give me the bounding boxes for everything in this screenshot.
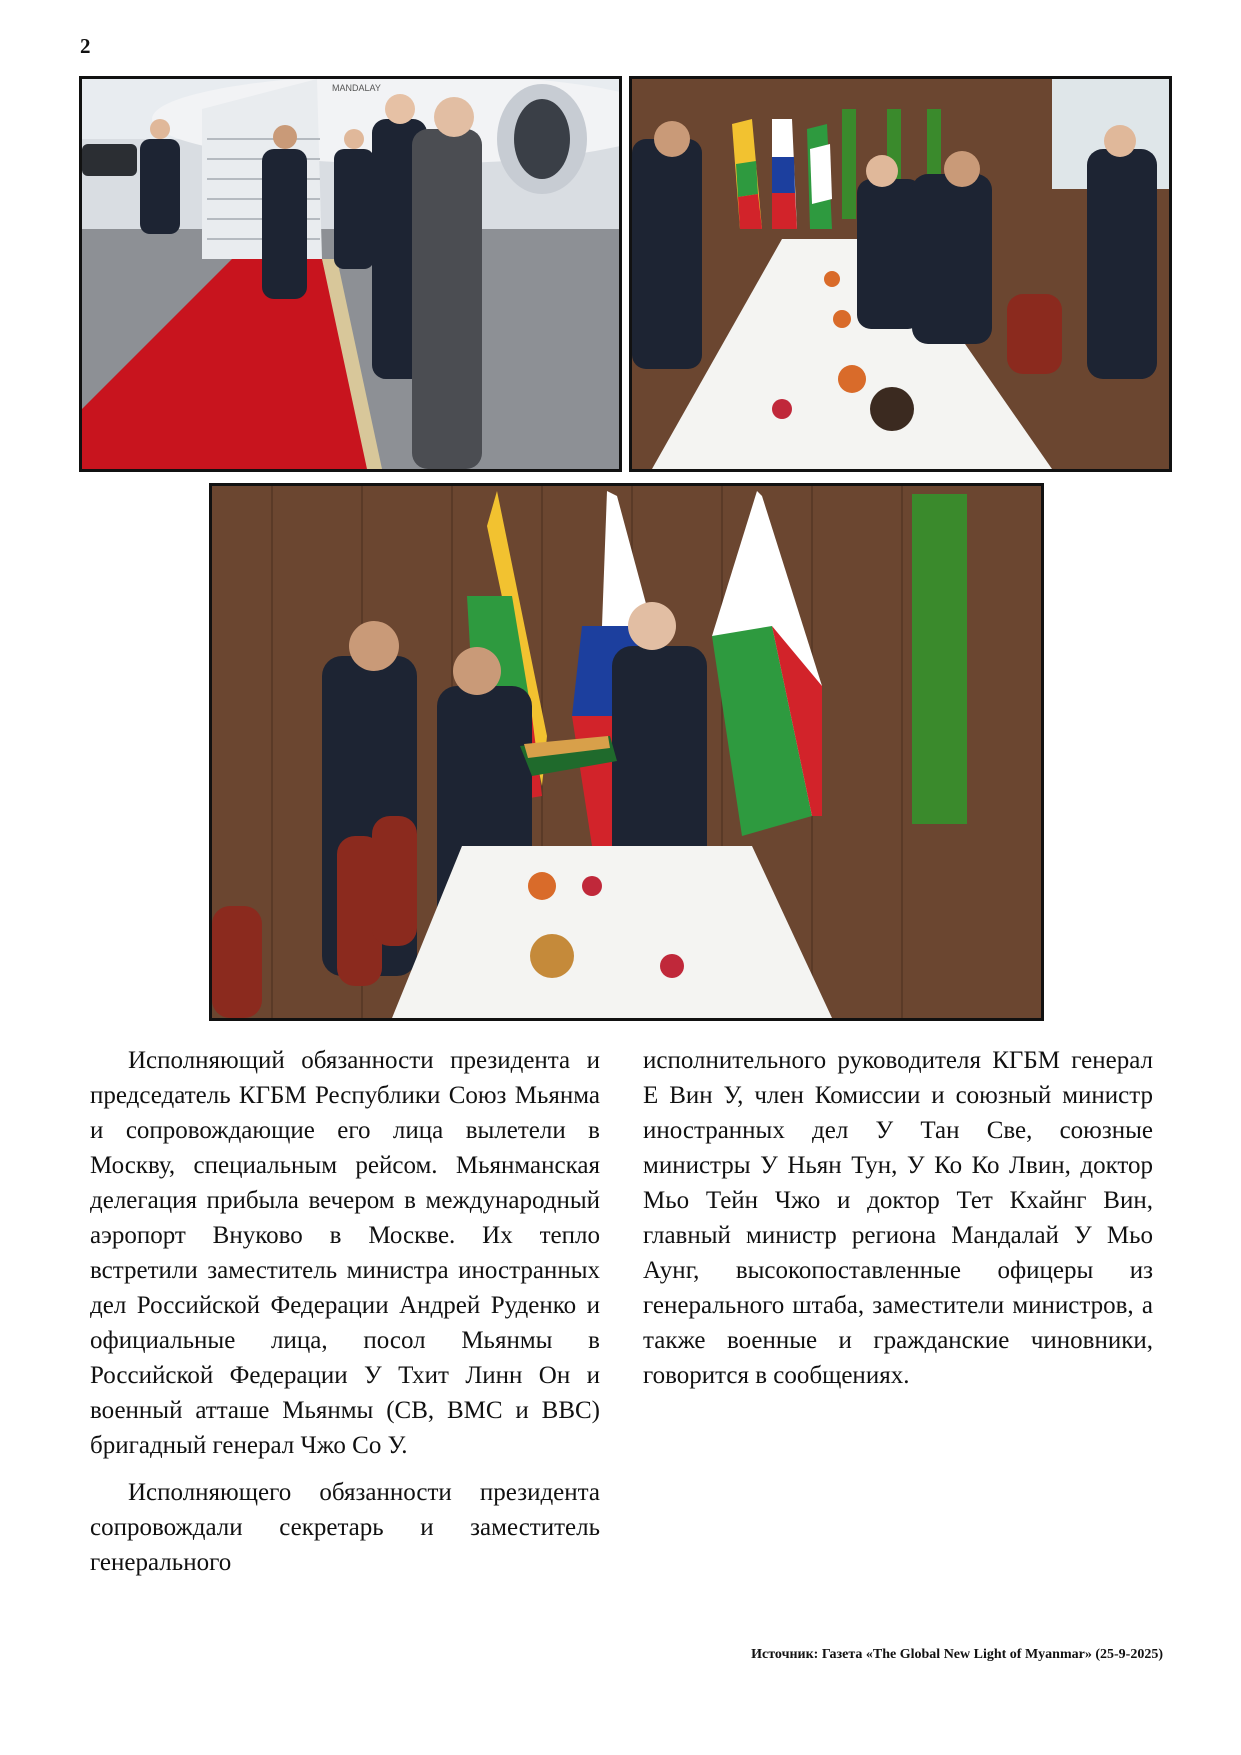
arrival-photo: [79, 76, 622, 472]
arrival-photo-image: [82, 79, 619, 469]
gift-exchange-photo: [209, 483, 1044, 1021]
aircraft-lettering: MANDALAY: [332, 83, 381, 93]
source-credit: Источник: Газета «The Global New Light of Myanmar» (25-9-2025): [751, 1647, 1163, 1662]
banquet-table-image: [632, 79, 1169, 469]
page-number: 2: [80, 34, 91, 58]
article-paragraph-2-continued: исполнительного руководителя КГБМ генерал Е Вин У, член Комиссии и союзный министр иностранных дел У Тан Све, союзные министры У Ньян Тун, У Ко Ко Лвин, доктор Мьо Тейн Чжо и доктор Тет Кхайнг Вин, главный министр региона Мандалай У Мьо Аунг, высокопоставленные офицеры из генерального штаба, заместители министров, а также военные и гражданские чиновники, говорится в сообщениях.: [643, 1047, 1153, 1389]
article-left-column: [90, 1043, 600, 1580]
article-paragraph-1: Исполняющий обязанности президента и председатель КГБМ Республики Союз Мьянма и сопровождающие его лица вылетели в Москву, специальным рейсом. Мьянманская делегация прибыла вечером в международный аэропорт Внуково в Москве. Их тепло встретили заместитель министра иностранных дел Российской Федерации Андрей Руденко и официальные лица, посол Мьянмы в Российской Федерации У Тхит Линн Он и военный атташе Мьянмы (СВ, ВМС и ВВС) бригадный генерал Чжо Со У.: [90, 1047, 600, 1459]
banquet-table-photo: [629, 76, 1172, 472]
article-right-column: [643, 1043, 1153, 1393]
article-paragraph-2: Исполняющего обязанности президента сопровождали секретарь и заместитель генерального: [90, 1479, 600, 1576]
gift-exchange-image: [212, 486, 1041, 1018]
